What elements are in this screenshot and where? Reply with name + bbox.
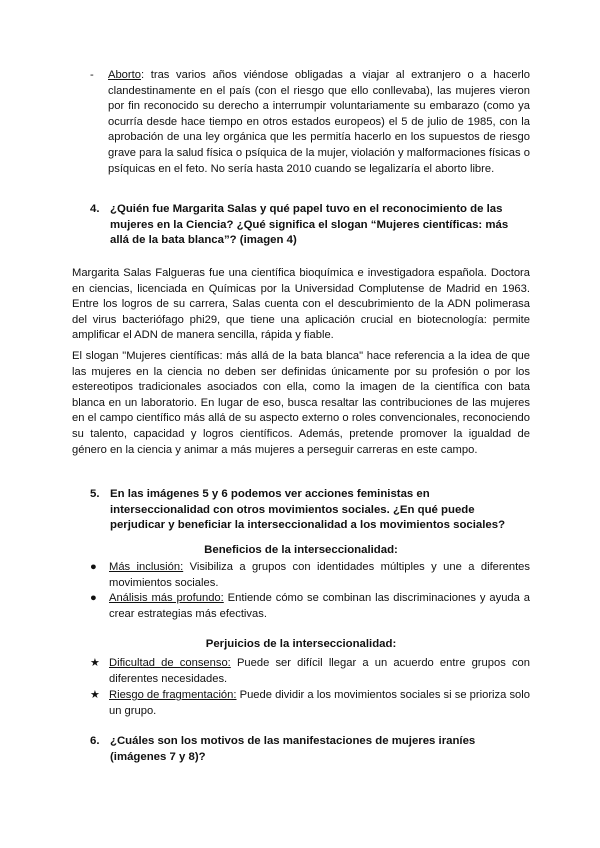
harm-label: Dificultad de consenso: <box>109 657 231 669</box>
question-4-number: 4. <box>90 203 100 215</box>
harm-label: Riesgo de fragmentación: <box>109 689 237 701</box>
benefit-text: Visibiliza a grupos con identidades múltiples y une a diferentes movimientos sociales. <box>109 561 530 589</box>
aborto-label: Aborto <box>108 69 141 81</box>
benefit-item <box>90 560 530 591</box>
star-icon: ★ <box>90 657 101 669</box>
benefit-label: Más inclusión: <box>109 561 184 573</box>
benefit-label: Análisis más profundo: <box>109 592 224 604</box>
salas-paragraph: Margarita Salas Falgueras fue una científica bioquímica e investigadora española. Doctora en ciencias, licenciada en Químicas por la Universidad Complutense de Madrid en 1963. Entre los logros de su carrera, Salas cuenta con el descubrimiento de la ADN polimerasa del virus bacteriófago phi29, que tiene una aplicación crucial en biotecnología: permite amplificar el ADN de manera sencilla, rápida y fiable. <box>72 267 530 342</box>
question-5-number: 5. <box>90 488 100 500</box>
harm-item <box>90 656 530 687</box>
benefit-text: Entiende cómo se combinan las discriminaciones y ayuda a crear estrategias más efectivas. <box>109 592 530 620</box>
harms-heading: Perjuicios de la interseccionalidad: <box>205 638 397 650</box>
harm-item <box>90 688 530 719</box>
aborto-text: : tras varios años viéndose obligadas a viajar al extranjero o a hacerlo clandestinamente en el país (con el riesgo que ello conllevaba), las mujeres vieron por fin reconocido su derecho a interrumpir voluntariamente su embarazo (como ya ocurría desde hace tiempo en otros estados europeos) el 5 de julio de 1985, con la aprobación de una ley orgánica que les permitía hacerlo en los supuestos de riesgo grave para la salud física o psíquica de la mujer, violación y malformaciones físicas o psíquicas en el feto. No sería hasta 2010 cuando se legalizaría el aborto libre. <box>108 69 530 175</box>
dash-marker: - <box>90 69 94 81</box>
harm-text: Puede ser difícil llegar a un acuerdo entre grupos con diferentes necesidades. <box>109 657 530 685</box>
star-icon: ★ <box>90 689 101 701</box>
question-6-title: ¿Cuáles son los motivos de las manifestaciones de mujeres iraníes (imágenes 7 y 8)? <box>110 735 476 763</box>
question-5 <box>90 487 530 534</box>
bullet-icon: ● <box>90 592 97 604</box>
question-5-title: En las imágenes 5 y 6 podemos ver acciones feministas en interseccionalidad con otros movimientos sociales. ¿En qué puede perjudicar y beneficiar la interseccionalidad a los movimientos sociales? <box>110 488 506 532</box>
slogan-paragraph: El slogan "Mujeres científicas: más allá de la bata blanca" hace referencia a la idea de que las mujeres en la ciencia no deben ser definidas únicamente por su profesión o por los estereotipos tradicionales asociados con ella, como la imagen de la científica con bata blanca en un laboratorio. En lugar de eso, busca resaltar las contribuciones de las mujeres en el campo científico más allá de su aspecto externo o roles convencionales, reconociendo su talento, capacidad y logros científicos. Además, pretende promover la igualdad de género en la ciencia y animar a más mujeres a perseguir carreras en este campo. <box>72 350 530 456</box>
benefits-heading: Beneficios de la interseccionalidad: <box>204 544 398 556</box>
aborto-item <box>90 68 530 177</box>
bullet-icon: ● <box>90 561 97 573</box>
question-6 <box>90 734 530 765</box>
question-6-number: 6. <box>90 735 100 747</box>
question-4-title: ¿Quién fue Margarita Salas y qué papel tuvo en el reconocimiento de las mujeres en la Ciencia? ¿Qué significa el slogan “Mujeres científicas: más allá de la bata blanca”? (imagen 4) <box>110 203 509 247</box>
harm-text: Puede dividir a los movimientos sociales si se prioriza solo un grupo. <box>109 689 530 717</box>
aborto-paragraph <box>108 68 530 177</box>
question-4 <box>90 202 530 249</box>
benefit-item <box>90 591 530 622</box>
